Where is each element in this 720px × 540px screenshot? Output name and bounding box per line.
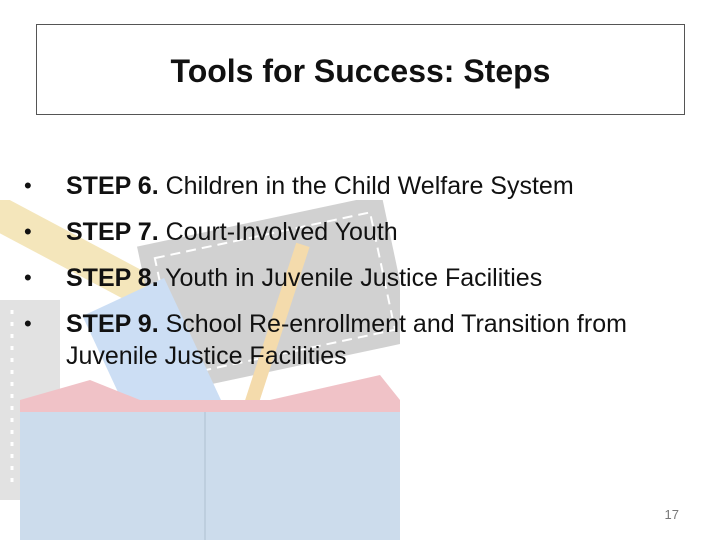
bullet-dot: • [24,265,32,290]
bullet-dot: • [24,173,32,198]
slide-number: 17 [664,507,679,522]
step-number: STEP 8. [66,264,159,292]
step-list [24,170,684,372]
list-item [24,308,684,372]
step-number: STEP 9. [66,310,159,338]
list-item [24,216,684,248]
bullet-dot: • [24,311,32,336]
step-description: Children in the Child Welfare System [165,172,574,200]
step-description: Court-Involved Youth [165,218,398,246]
slide-title: Tools for Success: Steps [170,53,551,89]
step-number: STEP 7. [66,218,159,246]
step-description: School Re-enrollment and Transition from Juvenile Justice Facilities [66,310,627,370]
list-item [24,170,684,202]
list-item-text [66,216,398,248]
list-item-text [66,308,684,372]
step-number: STEP 6. [66,172,159,200]
list-item [24,262,684,294]
title-box [36,24,685,115]
list-item-text [66,170,574,202]
bullet-dot: • [24,219,32,244]
list-item-text [66,262,542,294]
step-description: Youth in Juvenile Justice Facilities [165,264,543,292]
